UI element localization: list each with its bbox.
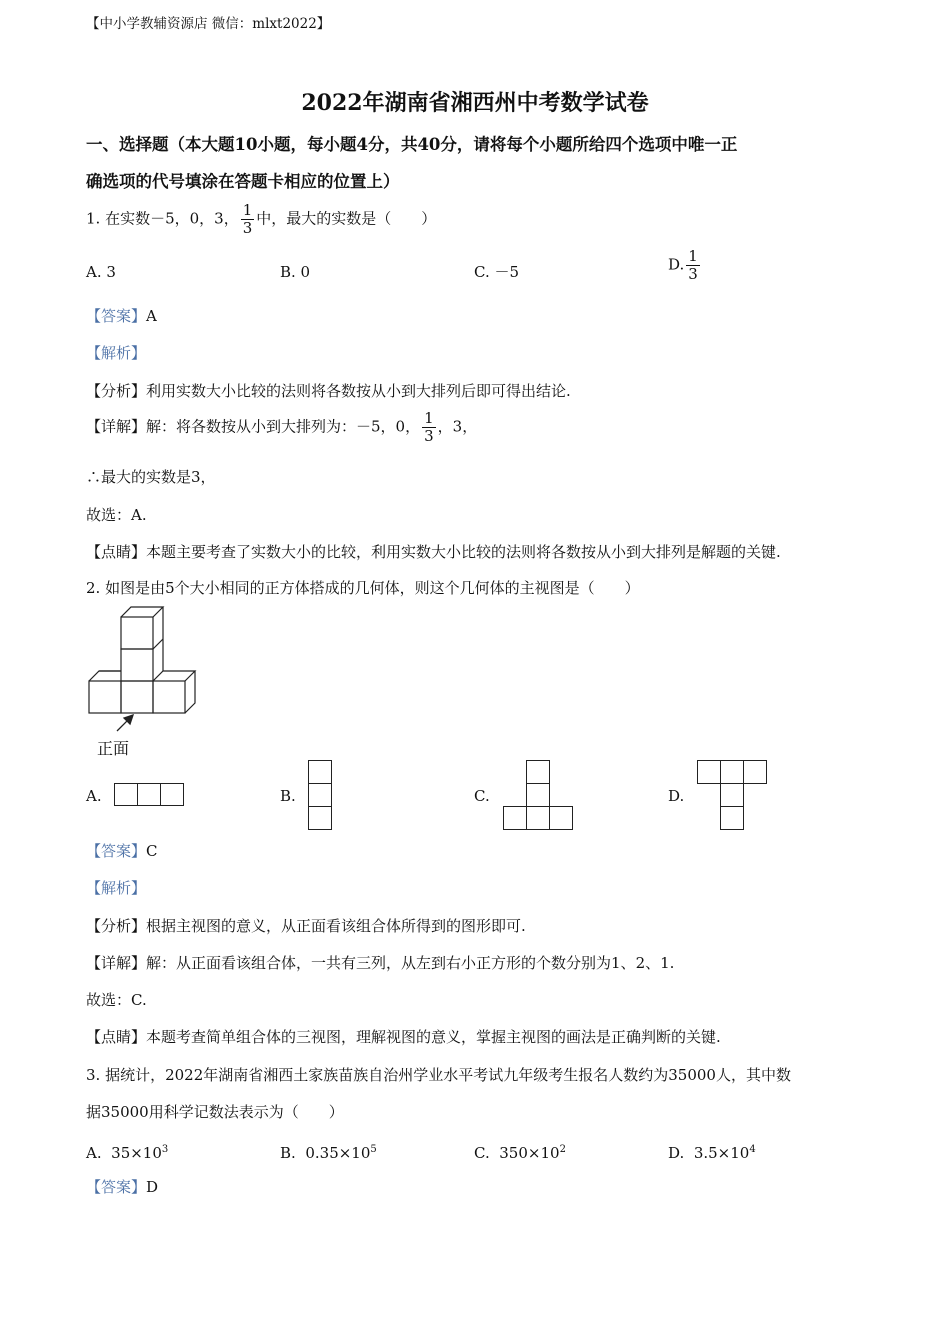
answer-tag: 【答案】 [86,1178,147,1196]
answer-tag: 【答案】 [86,307,147,325]
q3-option-d [668,1140,756,1163]
square [308,760,332,784]
q3-stem-line2: 据35000用科学记数法表示为（ ） [86,1103,344,1121]
cube-front-top [121,617,153,649]
cube-column-top [121,607,163,617]
square [526,783,550,807]
q2-answer [86,841,158,861]
q1-stem-fraction [241,202,255,237]
cube-top-left-edge [89,671,121,681]
q2-front-label: 正面 [97,739,130,758]
q3-stem-line1: 3. 据统计，2022年湖南省湘西土家族苗族自治州学业水平考试九年级考生报名人数约为35000人，其中数 [86,1066,791,1084]
q3-option-b-exp: 5 [370,1144,377,1155]
q2-analysis-tag: 【解析】 [86,879,147,897]
cube-front-bottom-left [89,681,121,713]
q1-fenxi-text: 利用实数大小比较的法则将各数按从小到大排列后即可得出结论. [146,382,571,400]
q1-option-d-label: D. [668,255,685,274]
q3-answer [86,1177,158,1197]
square [526,760,550,784]
fenxi-tag: 【分析】 [86,382,147,400]
q1-analysis-tag: 【解析】 [86,344,147,362]
q3-option-c-exp: 2 [559,1144,566,1155]
square [697,760,721,784]
q3-option-b [280,1140,377,1163]
cube-column-mid-edge [153,639,163,649]
q1-option-b: B. 0 [280,263,311,281]
q1-answer [86,306,157,326]
xiangjie-tag: 【详解】 [86,417,147,436]
square [503,806,527,830]
square [114,783,138,806]
q1-stem-frac-den: 3 [242,219,253,237]
cube-side-right [185,671,195,713]
q3-option-a-exp: 3 [161,1144,169,1155]
q3-option-a [86,1140,168,1163]
q2-option-d-label: D. [668,787,685,805]
q1-detail-pre: 解：将各数按从小到大排列为：－5，0， [146,417,421,436]
q3-option-d-exp: 4 [749,1144,756,1155]
q1-fenxi [86,381,571,401]
square [137,783,161,806]
q3-option-b-base: 0.35×10 [305,1144,371,1162]
section-heading-line2: 确选项的代号填涂在答题卡相应的位置上） [86,172,400,191]
page-title: 2022年湖南省湘西州中考数学试卷 [301,90,649,116]
square [308,806,332,830]
section-heading-line1: 一、选择题（本大题10小题，每小题4分，共40分，请将每个小题所给四个选项中唯一正 [86,135,738,154]
q2-stem: 2. 如图是由5个大小相同的正方体搭成的几何体，则这个几何体的主视图是（ ） [86,579,640,597]
cube-front-bottom-right [153,681,185,713]
q3-option-c-label: C. [474,1144,490,1162]
q1-dianjing [86,542,781,562]
q1-detail-fraction [422,410,436,445]
q1-detail [86,410,477,445]
q1-answer-value: A [146,307,157,325]
square [720,783,744,807]
q2-detail [86,953,674,973]
q3-option-a-label: A. [86,1144,102,1162]
cube-front-bottom-middle [121,681,153,713]
page-header: 【中小学教辅资源店 微信：mlxt2022】 [86,16,331,32]
q1-option-d-fraction [686,248,700,283]
q1-opt-d-frac-num: 1 [688,247,698,265]
q2-option-a-label: A. [86,787,102,805]
q2-dianjing-text: 本题考查简单组合体的三视图，理解视图的意义，掌握主视图的画法是正确判断的关键. [146,1028,721,1046]
cube-top-right-edge [153,671,195,681]
q3-option-d-label: D. [668,1144,685,1162]
q1-conclusion: ∴最大的实数是3， [86,468,216,486]
q1-stem-frac-num: 1 [242,201,253,219]
q1-detail-frac-den: 3 [424,427,434,445]
q2-answer-value: C [146,842,158,860]
square [160,783,184,806]
q3-option-c-base: 350×10 [499,1144,560,1162]
q1-choose: 故选：A. [86,506,147,524]
fenxi-tag: 【分析】 [86,917,147,935]
xiangjie-tag: 【详解】 [86,954,147,972]
q1-option-a: A. 3 [86,263,116,281]
dianjing-tag: 【点睛】 [86,1028,147,1046]
q2-dianjing [86,1027,721,1047]
q2-cube-figure [86,605,206,735]
q3-option-d-base: 3.5×10 [693,1144,750,1162]
square [720,806,744,830]
q3-option-b-label: B. [280,1144,296,1162]
square [743,760,767,784]
q2-fenxi [86,916,526,936]
cube-front-middle [121,649,153,681]
q1-stem-pre: 1. 在实数－5，0，3， [86,209,239,228]
q2-option-c-label: C. [474,787,490,805]
answer-tag: 【答案】 [86,842,147,860]
q1-detail-post: ，3， [437,417,478,436]
q2-fenxi-text: 根据主视图的意义，从正面看该组合体所得到的图形即可. [146,917,526,935]
square [720,760,744,784]
square [526,806,550,830]
q3-answer-value: D [146,1178,159,1196]
q3-option-c [474,1140,566,1163]
q1-option-c: C. －5 [474,263,520,281]
dianjing-tag: 【点睛】 [86,543,147,561]
q1-stem-post: 中，最大的实数是（ ） [256,209,437,228]
q2-detail-text: 解：从正面看该组合体，一共有三列，从左到右小正方形的个数分别为1、2、1. [146,954,675,972]
q1-option-d [668,248,702,283]
square [549,806,573,830]
q3-option-a-base: 35×10 [111,1144,162,1162]
q2-option-b-label: B. [280,787,296,805]
q1-dianjing-text: 本题主要考查了实数大小的比较，利用实数大小比较的法则将各数按从小到大排列是解题的关键. [146,543,781,561]
q1-opt-d-frac-den: 3 [688,265,698,283]
q1-detail-frac-num: 1 [424,409,434,427]
q1-stem [86,202,436,237]
q2-choose: 故选：C. [86,991,147,1009]
square [308,783,332,807]
